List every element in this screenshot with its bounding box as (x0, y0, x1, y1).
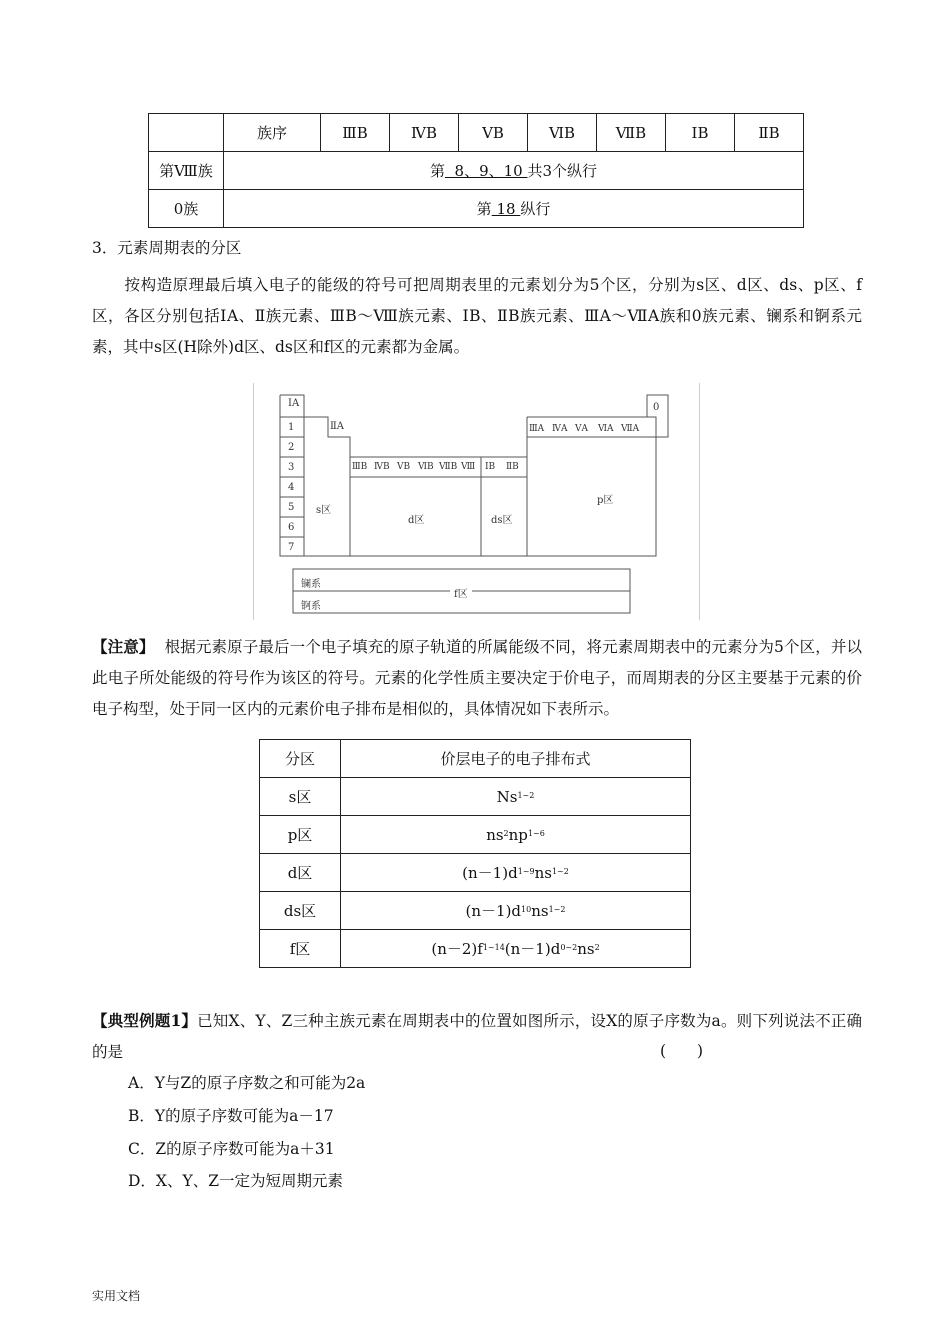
option-a: A．Y与Z的原子序数之和可能为2a (128, 1074, 366, 1092)
example-stem (92, 1005, 862, 1068)
group-label: ⅠB (485, 462, 496, 472)
group-label: ⅦA (621, 424, 640, 434)
period-label: 7 (288, 542, 295, 553)
group-label: ⅢA (529, 424, 545, 434)
group-label: ⅤA (575, 424, 588, 434)
block-label: f区 (450, 585, 472, 600)
block-label: d区 (408, 515, 425, 526)
table-row (149, 190, 804, 228)
group-label: ⅠA (288, 398, 300, 409)
note-label: 【注意】 (92, 637, 155, 656)
table-cell: 第Ⅷ族 (149, 152, 224, 190)
block-label: ds区 (491, 515, 513, 526)
table-cell (224, 152, 804, 190)
group-label: ⅥB (418, 462, 434, 472)
period-label: 3 (288, 462, 295, 473)
table-cell: ⅤB (459, 114, 528, 152)
table-cell: d区 (260, 854, 341, 892)
block-label: p区 (597, 495, 614, 506)
table-cell: s区 (260, 778, 341, 816)
period-label: 4 (288, 482, 295, 493)
cell-text: 第 (429, 162, 445, 180)
table-row (260, 892, 691, 930)
option-d: D．X、Y、Z一定为短周期元素 (128, 1172, 343, 1190)
period-label: 2 (288, 442, 295, 453)
period-label: 5 (288, 502, 295, 513)
block-label: s区 (316, 505, 332, 516)
table-cell: ⅣB (390, 114, 459, 152)
period-label: 1 (288, 422, 295, 433)
group-label: ⅡB (506, 462, 519, 472)
group-label: ⅤB (397, 462, 411, 472)
table-row (260, 854, 691, 892)
note-paragraph (92, 631, 862, 725)
table-cell (224, 190, 804, 228)
table-cell: ⅥB (528, 114, 597, 152)
group-label: ⅡA (330, 421, 345, 432)
table-header: 价层电子的电子排布式 (341, 740, 691, 778)
series-label: 镧系 (301, 579, 321, 590)
table-cell: ⅡB (735, 114, 804, 152)
table-cell: ds区 (260, 892, 341, 930)
paragraph: 按构造原理最后填入电子的能级的符号可把周期表里的元素划分为5个区，分别为s区、d区、ds、p区、f区，各区分别包括ⅠA、Ⅱ族元素、ⅢB～Ⅷ族元素、ⅠB、ⅡB族元素、ⅢA～ⅦA族和0族元素、镧系和锕系元素，其中s区(H除外)d区、ds区和f区的元素都为金属。 (92, 276, 862, 356)
table-cell: p区 (260, 816, 341, 854)
table-cell: ⅠB (666, 114, 735, 152)
note-text: 根据元素原子最后一个电子填充的原子轨道的所属能级不同，将元素周期表中的元素分为5个区，并以此电子所处能级的符号作为该区的符号。元素的化学性质主要决定于价电子，而周期表的分区主要基于元素的价电子构型，处于同一区内的元素价电子排布是相似的，具体情况如下表所示。 (92, 638, 862, 718)
group-table (148, 113, 804, 228)
table-row (149, 114, 804, 152)
table-row (149, 152, 804, 190)
cell-text: 纵行 (520, 200, 551, 218)
table-header: 分区 (260, 740, 341, 778)
example-label: 【典型例题1】 (92, 1011, 198, 1030)
table-cell: $(n-1)d^{10}ns^{1\sim 2}$ (341, 892, 691, 930)
table-cell: $(n-1)d^{1\sim 9}ns^{1\sim 2}$ (341, 854, 691, 892)
group-label: 0 (653, 402, 660, 413)
series-label: 锕系 (301, 601, 321, 612)
footer-text: 实用文档 (92, 1289, 141, 1303)
group-label: ⅦB (439, 462, 458, 472)
table-row (260, 930, 691, 968)
group-label: ⅣA (552, 424, 568, 434)
answer-bracket: ( ) (660, 1042, 704, 1060)
table-cell: 族序 (224, 114, 321, 152)
group-label: ⅣB (374, 462, 390, 472)
cell-text: 共3个纵行 (527, 162, 598, 180)
table-cell (149, 114, 224, 152)
table-row (260, 778, 691, 816)
table-cell: ⅦB (597, 114, 666, 152)
section-title: 3．元素周期表的分区 (92, 239, 242, 257)
table-cell: 0族 (149, 190, 224, 228)
table-cell: $ns^2np^{1\sim 6}$ (341, 816, 691, 854)
option-b: B．Y的原子序数可能为a－17 (128, 1107, 334, 1125)
cell-text: 第 (476, 200, 492, 218)
table-cell: $Ns^{1\sim 2}$ (341, 778, 691, 816)
group-label: ⅥA (598, 424, 614, 434)
table-row (260, 740, 691, 778)
group-label: Ⅷ (461, 462, 476, 472)
group-label: ⅢB (352, 462, 368, 472)
option-c: C．Z的原子序数可能为a＋31 (128, 1140, 335, 1158)
zone-table (259, 739, 691, 968)
underlined-value: 18 (491, 200, 521, 218)
example-text: 已知X、Y、Z三种主族元素在周期表中的位置如图所示，设X的原子序数为a。则下列说法不正确的是 (92, 1012, 862, 1061)
table-cell: $(n-2)f^{1\sim 14}(n-1)d^{0\sim 2}ns^2$ (341, 930, 691, 968)
table-cell: f区 (260, 930, 341, 968)
table-cell: ⅢB (321, 114, 390, 152)
period-label: 6 (288, 522, 295, 533)
periodic-table-figure (253, 383, 700, 620)
underlined-value: 8、9、10 (444, 162, 528, 180)
table-row (260, 816, 691, 854)
